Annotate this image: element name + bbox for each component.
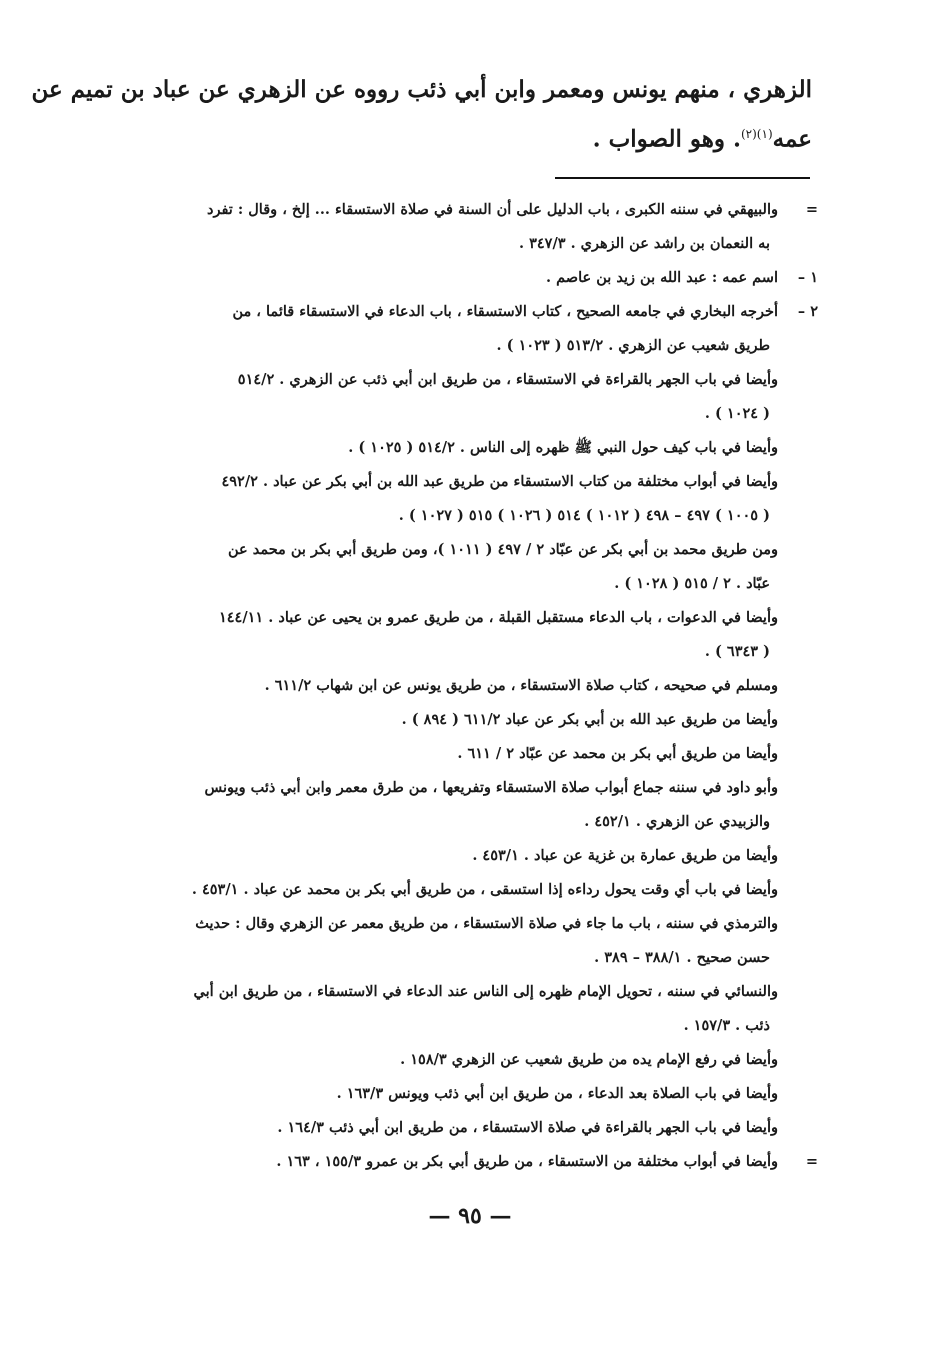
footnote-body [118, 975, 778, 1043]
footnotes-section [118, 193, 818, 1179]
footnote-body [118, 363, 778, 431]
footnote-paragraph [118, 771, 818, 839]
footnote-body [118, 295, 778, 363]
footnote-line: به النعمان بن راشد عن الزهري . ٣٤٧/٣ . [518, 235, 770, 252]
footnote-marker [778, 465, 818, 533]
main-text [31, 68, 812, 162]
footnote-body [118, 669, 778, 703]
footnote-line: وأيضا من طريق عمارة بن غزية عن عباد . ٤٥٣/١ . [472, 847, 778, 864]
footnote-body [118, 1077, 778, 1111]
footnote-marker [778, 1077, 818, 1111]
footnote-line: طريق شعيب عن الزهري . ٥١٣/٢ ( ١٠٢٣ ) . [496, 337, 770, 354]
footnote-line: وأبو داود في سننه جماع أبواب صلاة الاستسقاء وتفريعها ، من طرق معمر وابن أبي ذئب ويونس [204, 779, 778, 796]
footnote-line: ( ٦٣٤٣ ) . [704, 643, 770, 660]
footnote-body [118, 465, 778, 533]
footnote-line: وأيضا في رفع الإمام يده من طريق شعيب عن الزهري ١٥٨/٣ . [400, 1051, 778, 1068]
footnote-body [118, 1111, 778, 1145]
footnote-marker [778, 737, 818, 771]
footnote-body [118, 1145, 778, 1179]
page-number: — ٩٥ — [428, 1203, 512, 1229]
footnote-paragraph [118, 1145, 818, 1179]
footnote-line: ومسلم في صحيحه ، كتاب صلاة الاستسقاء ، من طريق يونس عن ابن شهاب ٦١١/٢ . [264, 677, 778, 694]
footnote-marker [778, 703, 818, 737]
footnote-line: ( ١٠٢٤ ) . [704, 405, 770, 422]
footnote-body [118, 1043, 778, 1077]
footnote-line: وأيضا في باب كيف حول النبي ﷺ ظهره إلى الناس . ٥١٤/٢ ( ١٠٢٥ ) . [348, 439, 778, 456]
footnote-paragraph [118, 295, 818, 363]
footnote-line: وأيضا في أبواب مختلفة من كتاب الاستسقاء من طريق عبد الله بن أبي بكر عن عباد . ٤٩٢/٢ [221, 473, 778, 490]
footnote-marker [778, 975, 818, 1043]
footnote-paragraph [118, 1111, 818, 1145]
footnote-marker: ١ – [797, 269, 818, 286]
footnote-paragraph [118, 907, 818, 975]
footnote-marker [778, 669, 818, 703]
footnote-marker [778, 1043, 818, 1077]
footnote-line: عبّاد . ٢ / ٥١٥ ( ١٠٢٨ ) . [614, 575, 770, 592]
footnote-line: وأيضا في باب أي وقت يحول رداءه إذا استسقى ، من طريق أبي بكر بن محمد عن عباد . ٤٥٣/١ . [191, 881, 778, 898]
footnote-line: وأيضا في باب الصلاة بعد الدعاء ، من طريق ابن أبي ذئب ويونس ١٦٣/٣ . [336, 1085, 778, 1102]
footnote-body [118, 261, 778, 295]
footnote-line: وأيضا في أبواب مختلفة من الاستسقاء ، من طريق أبي بكر بن عمرو ١٥٥/٣ ، ١٦٣ . [276, 1153, 778, 1170]
footnote-marker [778, 431, 818, 465]
footnote-line: والبيهقي في سننه الكبرى ، باب الدليل على أن السنة في صلاة الاستسقاء ... إلخ ، وقال : تفرد [206, 201, 778, 218]
footnote-reference: (١)(٢) [740, 127, 773, 141]
footnote-marker [778, 363, 818, 431]
footnote-line: وأيضا في باب الجهر بالقراءة في الاستسقاء ، من طريق ابن أبي ذئب عن الزهري . ٥١٤/٢ [237, 371, 778, 388]
footnote-marker: = [805, 201, 818, 218]
footnote-body [118, 431, 778, 465]
footnote-paragraph [118, 601, 818, 669]
footnote-body [118, 873, 778, 907]
footnote-marker [778, 1111, 818, 1145]
footnote-line: حسن صحيح . ٣٨٨/١ – ٣٨٩ . [594, 949, 770, 966]
main-text-line-2 [112, 112, 812, 162]
footnote-body [118, 193, 778, 261]
footnote-line: ( ١٠٠٥ ) ٤٩٧ – ٤٩٨ ( ١٠١٢ ) ٥١٤ ( ١٠٢٦ ) ٥١٥ ( ١٠٢٧ ) . [398, 507, 770, 524]
footnote-marker [778, 533, 818, 601]
footnote-marker: ٢ – [797, 303, 818, 320]
footnote-body [118, 533, 778, 601]
footnote-paragraph [118, 839, 818, 873]
footnote-line: ذئب . ١٥٧/٣ . [683, 1017, 770, 1034]
footnote-marker [778, 907, 818, 975]
footnote-body [118, 601, 778, 669]
footnote-line: وأيضا في باب الجهر بالقراءة في صلاة الاستسقاء ، من طريق ابن أبي ذئب ١٦٤/٣ . [277, 1119, 778, 1136]
footnote-paragraph [118, 703, 818, 737]
footnote-paragraph [118, 737, 818, 771]
main-text-word: عمه [772, 125, 812, 153]
footnote-marker: = [805, 1153, 818, 1170]
footnote-line: اسم عمه : عبد الله بن زيد بن عاصم . [546, 269, 778, 286]
footnote-paragraph [118, 363, 818, 431]
footnote-line: أخرجه البخاري في جامعه الصحيح ، كتاب الاستسقاء ، باب الدعاء في الاستسقاء قائما ، من [232, 303, 778, 320]
footnote-line: وأيضا من طريق عبد الله بن أبي بكر عن عباد ٦١١/٢ ( ٨٩٤ ) . [401, 711, 778, 728]
footnote-marker [778, 771, 818, 839]
main-text-line-1: الزهري ، منهم يونس ومعمر وابن أبي ذئب رووه عن الزهري عن عباد بن تميم عن [31, 76, 812, 103]
footnote-body [118, 703, 778, 737]
footnote-marker [778, 601, 818, 669]
footnote-paragraph [118, 193, 818, 261]
footnote-line: وأيضا من طريق أبي بكر بن محمد عن عبّاد ٢ / ٦١١ . [457, 745, 778, 762]
footnote-body [118, 771, 778, 839]
footnote-paragraph [118, 669, 818, 703]
footnote-line: ومن طريق محمد بن أبي بكر عن عبّاد ٢ / ٤٩٧ ( ١٠١١ )، ومن طريق أبي بكر بن محمد عن [227, 541, 778, 558]
footnote-separator [555, 177, 810, 179]
footnote-paragraph [118, 975, 818, 1043]
footnote-line: وأيضا في الدعوات ، باب الدعاء مستقبل القبلة ، من طريق عمرو بن يحيى عن عباد . ١٤٤/١١ [218, 609, 778, 626]
footnote-marker [778, 839, 818, 873]
footnote-paragraph [118, 465, 818, 533]
footnote-body [118, 839, 778, 873]
footnote-line: والزبيدي عن الزهري . ٤٥٢/١ . [584, 813, 770, 830]
footnote-line: والنسائي في سننه ، تحويل الإمام ظهره إلى الناس عند الدعاء في الاستسقاء ، من طريق ابن أبي [193, 983, 778, 1000]
footnote-line: والترمذي في سننه ، باب ما جاء في صلاة الاستسقاء ، من طريق معمر عن الزهري وقال : حديث [195, 915, 778, 932]
footnote-paragraph [118, 1077, 818, 1111]
footnote-marker [778, 873, 818, 907]
footnote-paragraph [118, 873, 818, 907]
footnote-paragraph [118, 431, 818, 465]
main-text-ending: . وهو الصواب . [592, 125, 741, 153]
footnote-body [118, 737, 778, 771]
footnote-paragraph [118, 533, 818, 601]
footnote-paragraph [118, 1043, 818, 1077]
footnote-body [118, 907, 778, 975]
footnote-paragraph [118, 261, 818, 295]
